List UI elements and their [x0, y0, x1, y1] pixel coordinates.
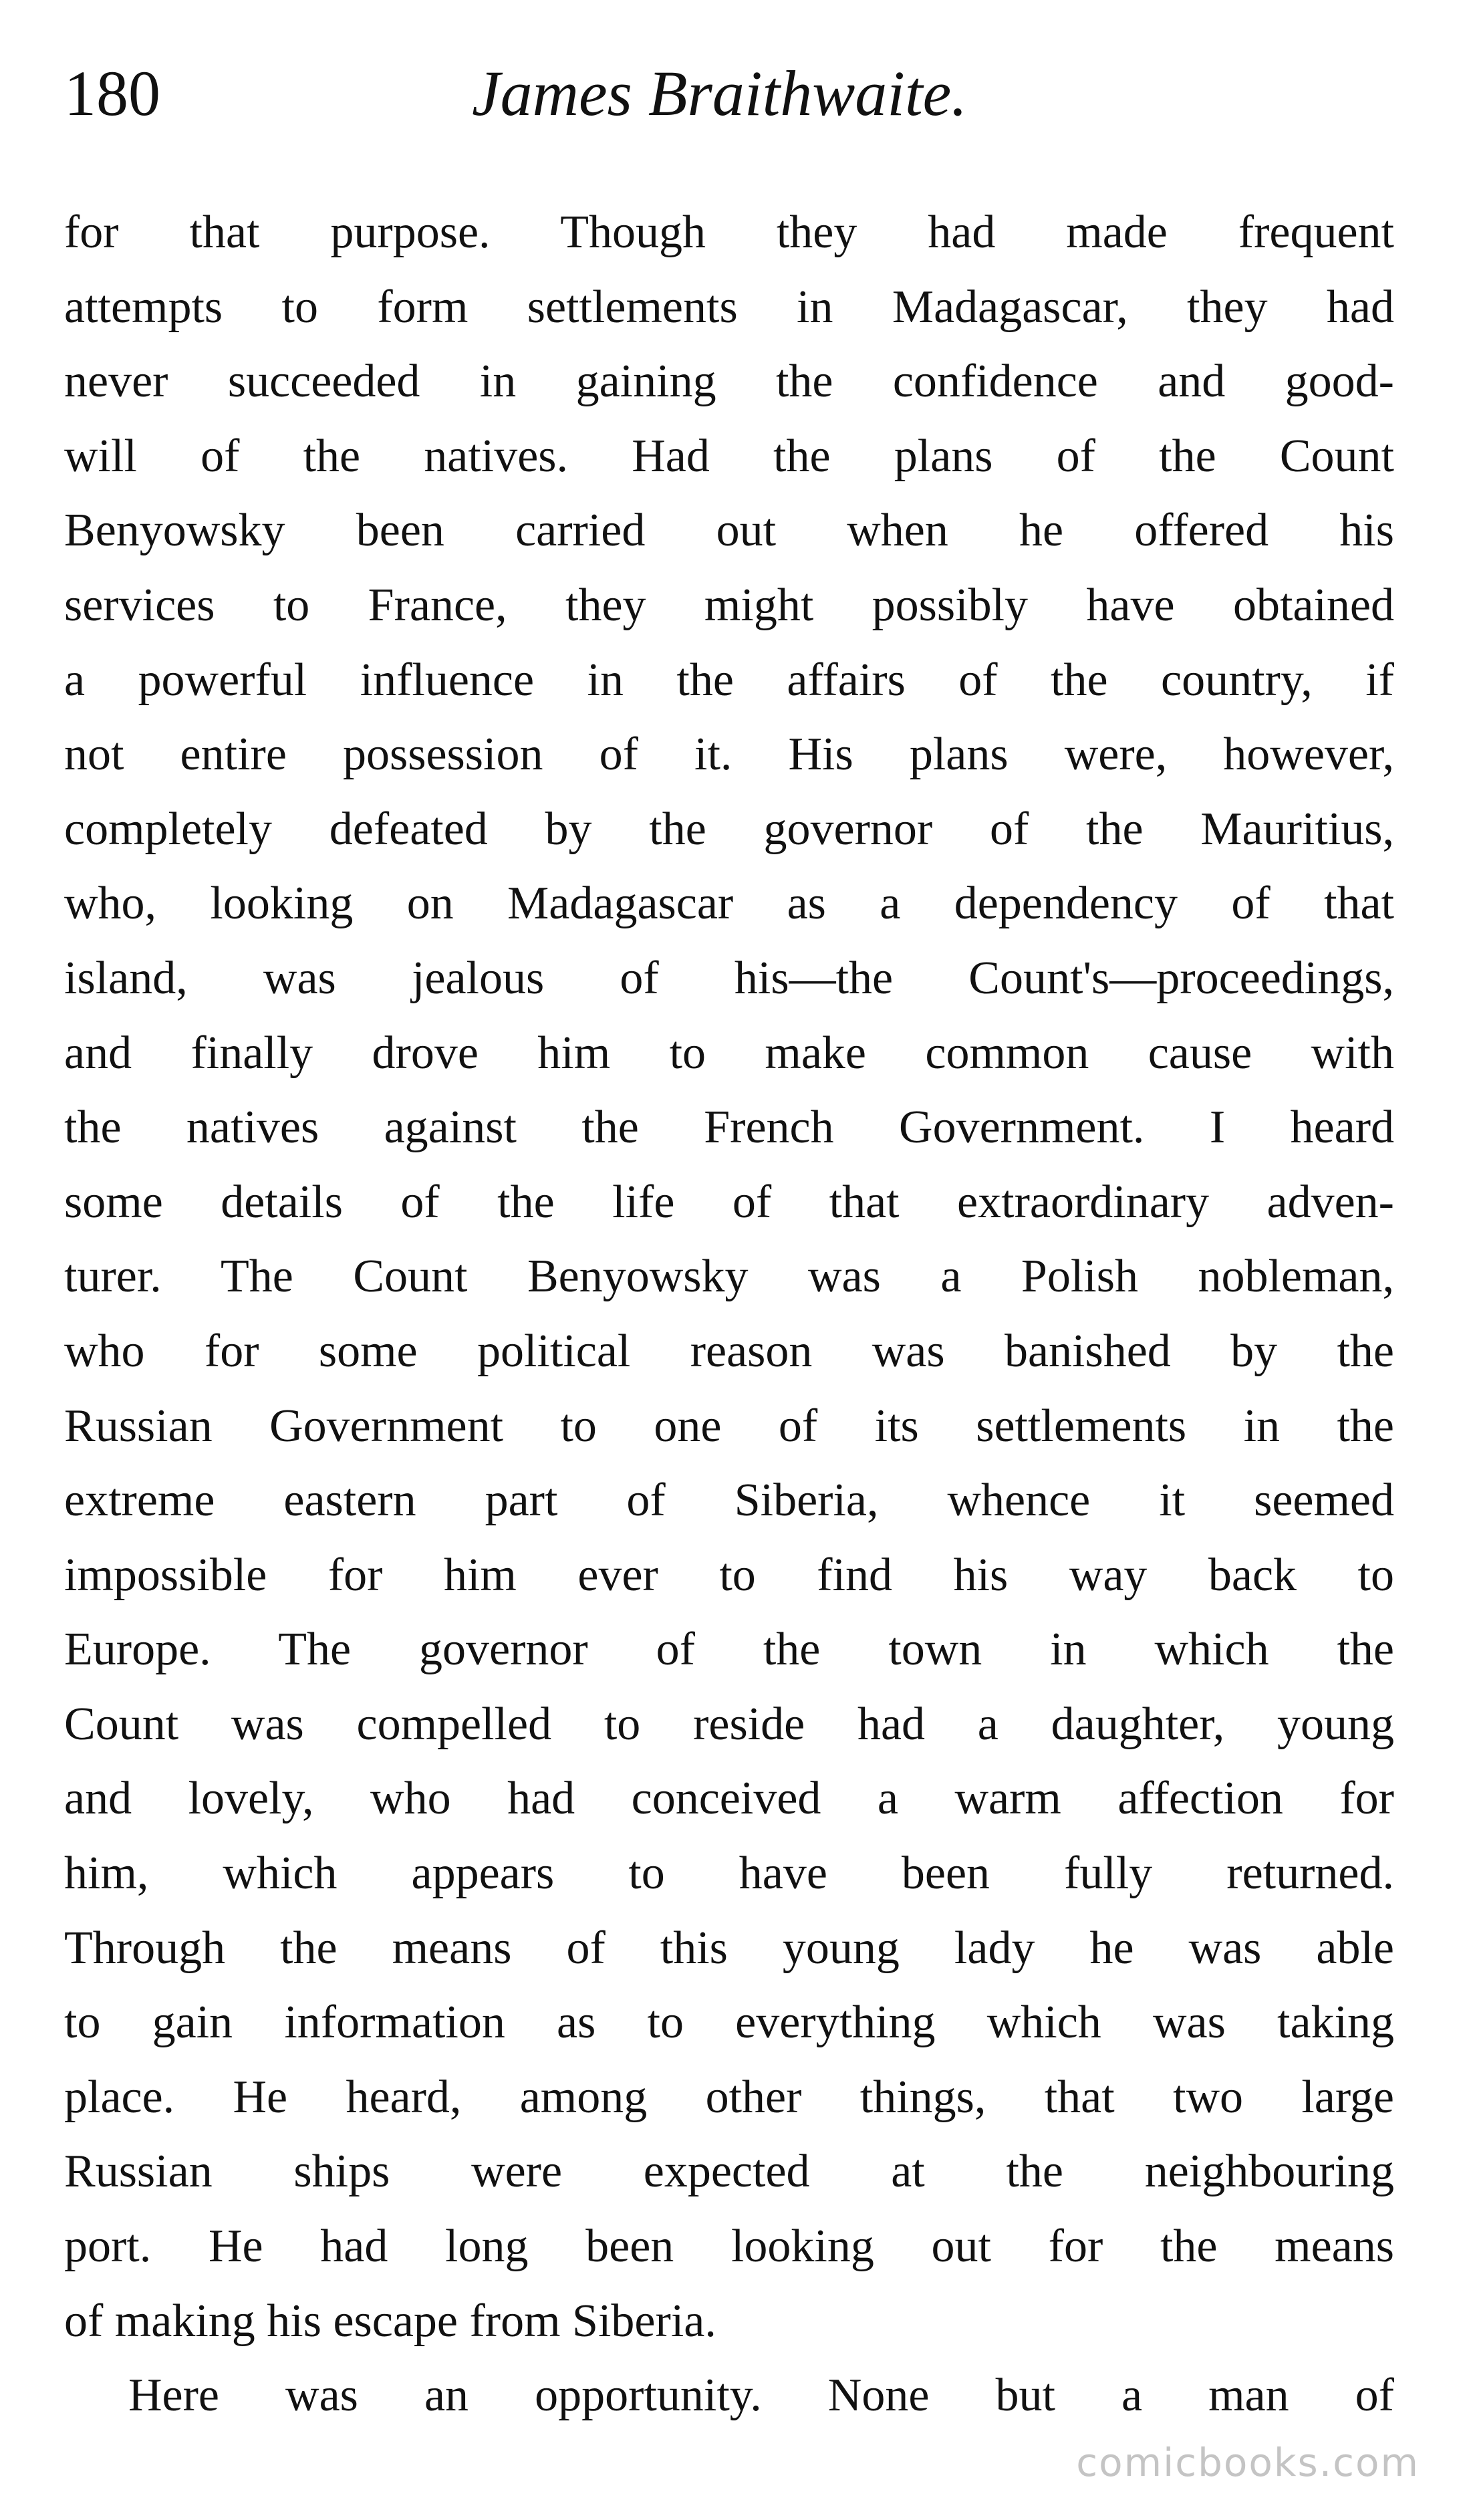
- text-line: who, looking on Madagascar as a dependency of that: [64, 878, 1394, 930]
- text-line: turer. The Count Benyowsky was a Polish nobleman,: [64, 1251, 1394, 1303]
- text-line: Europe. The governor of the town in which the: [64, 1624, 1394, 1676]
- text-line: attempts to form settlements in Madagascar, they had: [64, 281, 1394, 333]
- text-line: impossible for him ever to find his way back to: [64, 1549, 1394, 1601]
- text-line: island, was jealous of his—the Count's—proceedings,: [64, 952, 1394, 1004]
- text-line: who for some political reason was banished by the: [64, 1325, 1394, 1377]
- watermark: comicbooks.com: [1076, 2440, 1420, 2485]
- text-line: to gain information as to everything which was taking: [64, 1997, 1394, 2049]
- text-line: Benyowsky been carried out when he offered his: [64, 505, 1394, 557]
- text-line: Russian ships were expected at the neighbouring: [64, 2146, 1394, 2198]
- text-line: of making his escape from Siberia.: [64, 2295, 716, 2347]
- text-line: completely defeated by the governor of the Mauritius,: [64, 803, 1394, 855]
- running-head: [64, 57, 1401, 148]
- text-line: Russian Government to one of its settlements in the: [64, 1400, 1394, 1452]
- text-line: some details of the life of that extraordinary adven-: [64, 1176, 1394, 1228]
- text-line: and lovely, who had conceived a warm affection for: [64, 1773, 1394, 1825]
- page-number: 180: [64, 57, 160, 129]
- text-line: and finally drove him to make common cause with: [64, 1027, 1394, 1079]
- text-line: Through the means of this young lady he was able: [64, 1922, 1394, 1974]
- text-line: services to France, they might possibly have obtained: [64, 579, 1394, 631]
- text-line: Here was an opportunity. None but a man of: [128, 2370, 1394, 2422]
- text-line: the natives against the French Government. I heard: [64, 1102, 1394, 1154]
- text-line: him, which appears to have been fully returned.: [64, 1848, 1394, 1900]
- running-title: James Braithwaite.: [472, 57, 968, 129]
- text-line: port. He had long been looking out for the means: [64, 2221, 1394, 2273]
- text-line: Count was compelled to reside had a daughter, young: [64, 1698, 1394, 1750]
- text-line: not entire possession of it. His plans were, however,: [64, 729, 1394, 781]
- text-line: for that purpose. Though they had made frequent: [64, 207, 1394, 258]
- text-line: will of the natives. Had the plans of the Count: [64, 430, 1394, 482]
- body-text: [64, 195, 1394, 2433]
- text-line: extreme eastern part of Siberia, whence it seemed: [64, 1475, 1394, 1527]
- text-line: a powerful influence in the affairs of the country, if: [64, 654, 1394, 706]
- text-line: place. He heard, among other things, that two large: [64, 2071, 1394, 2123]
- text-line: never succeeded in gaining the confidence and good-: [64, 356, 1394, 408]
